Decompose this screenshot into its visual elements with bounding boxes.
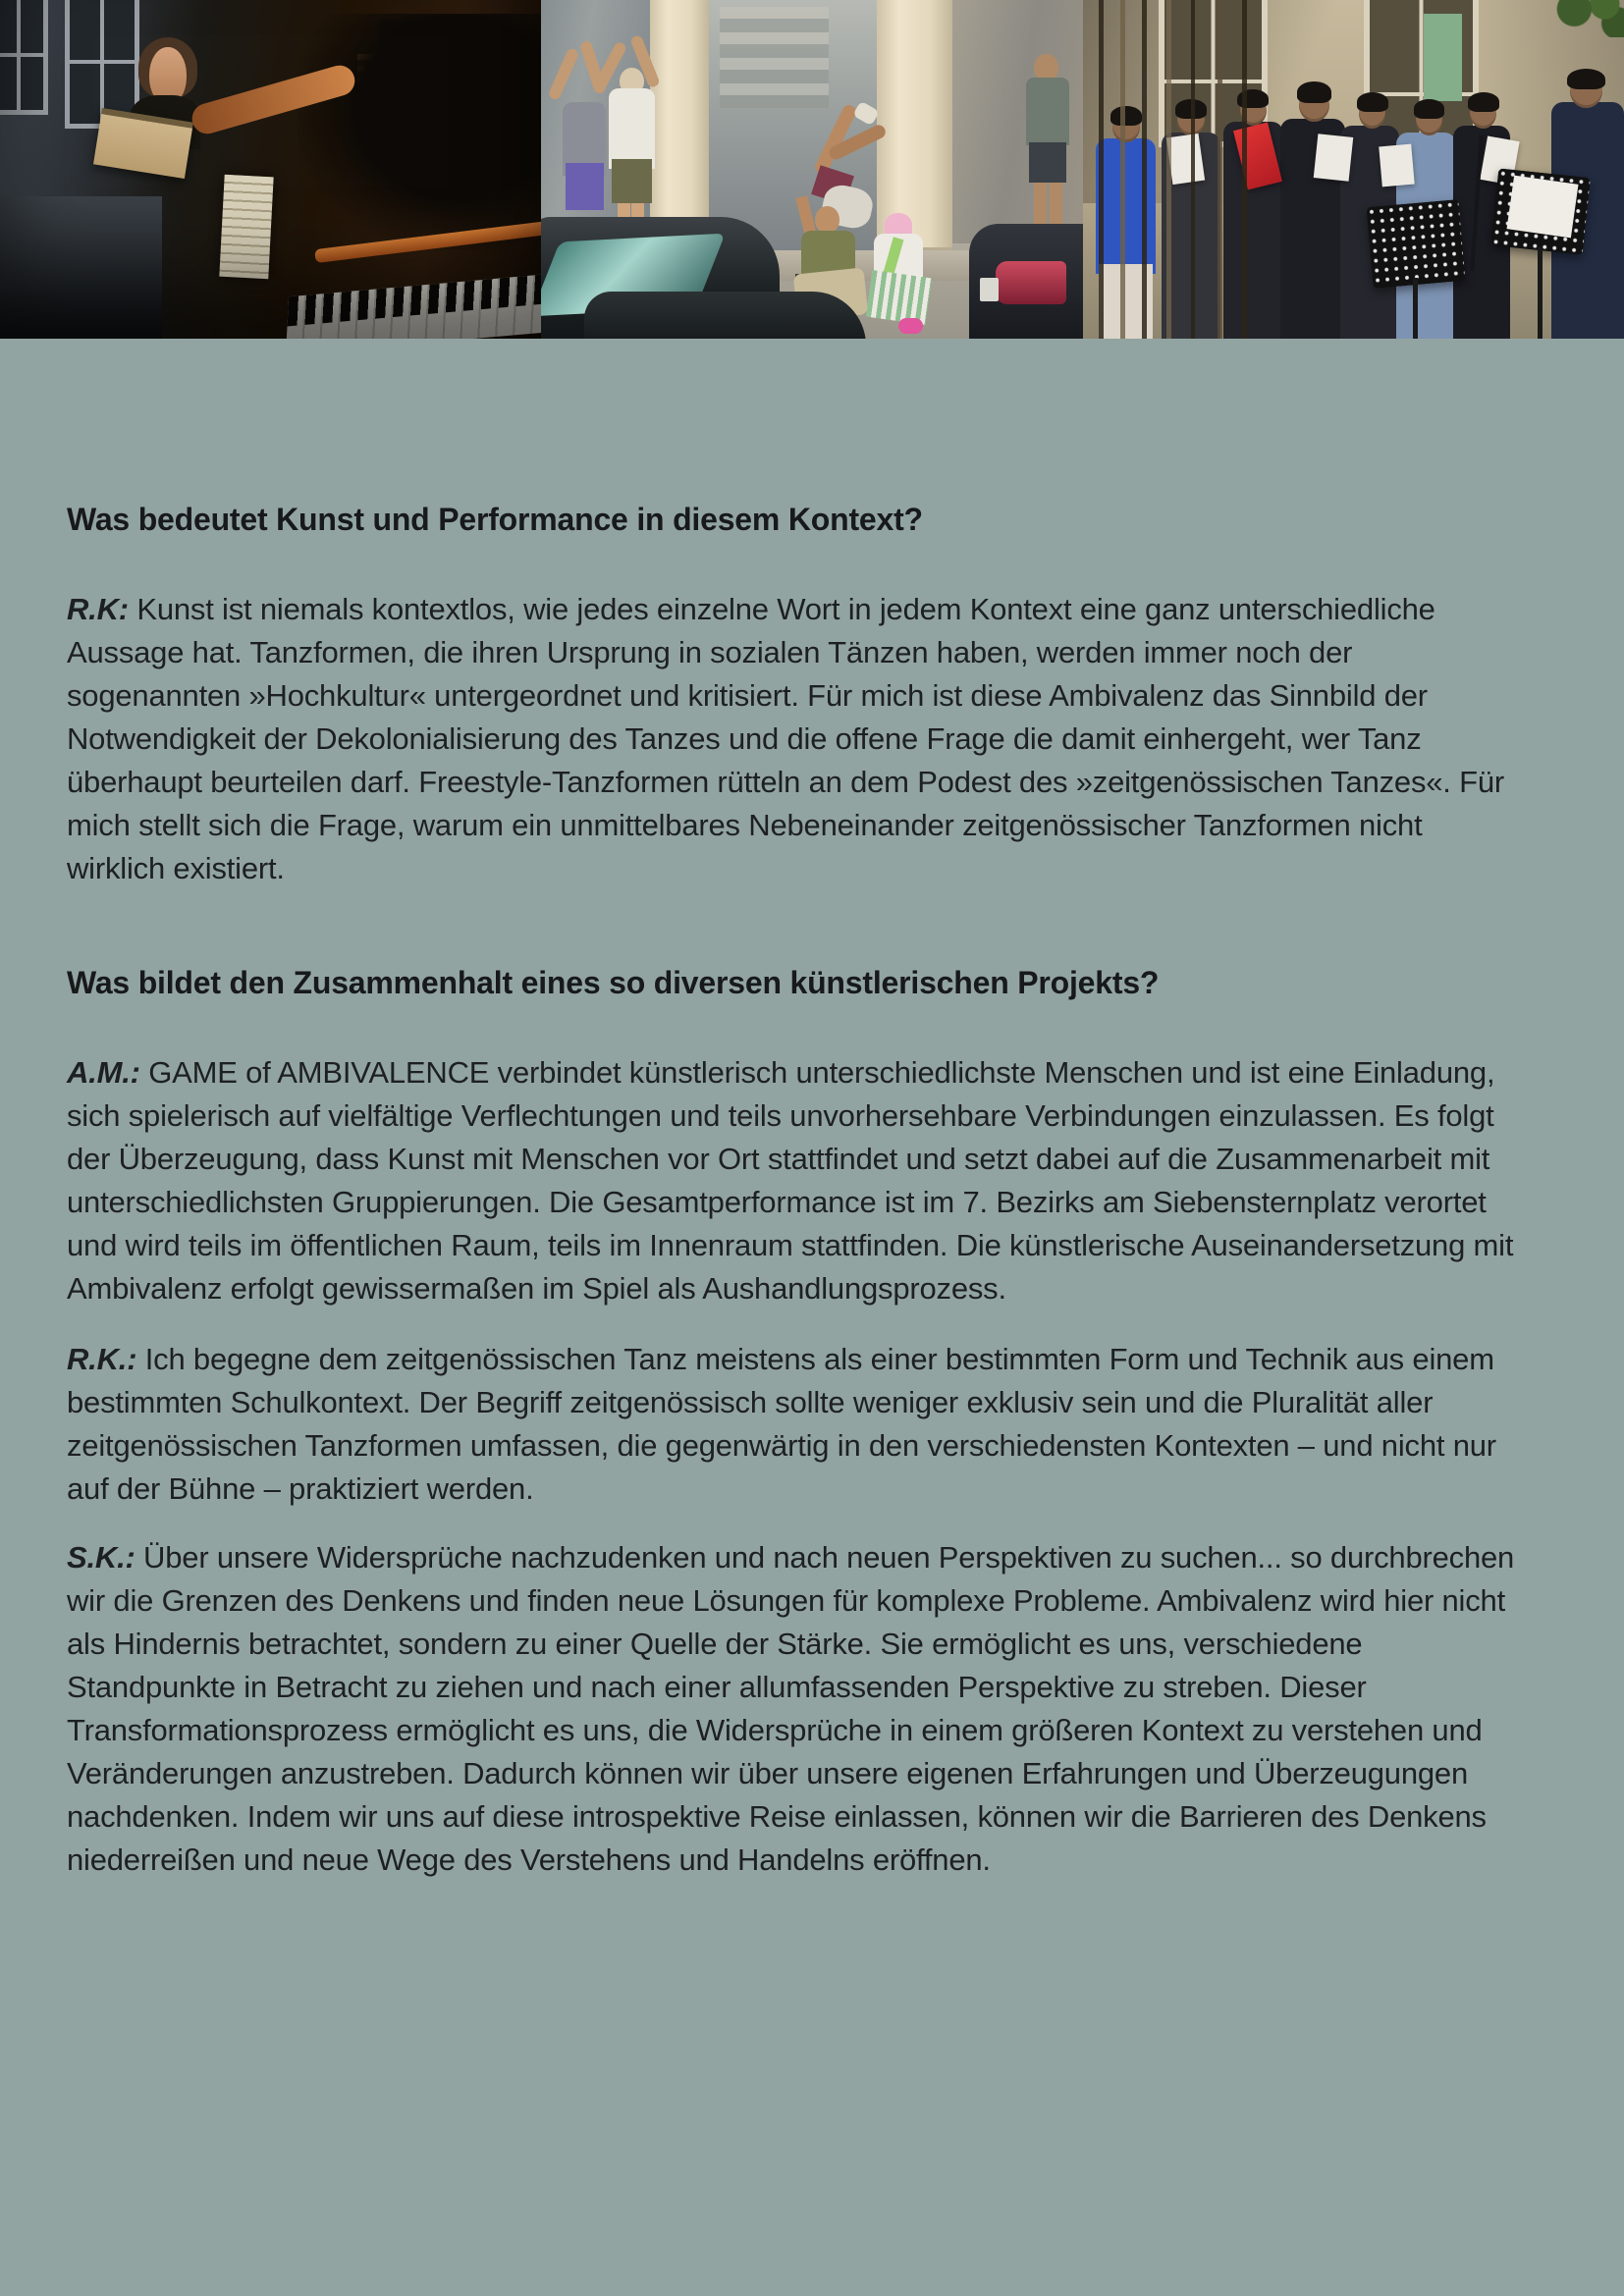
interview-answer xyxy=(67,1051,1520,1310)
speaker-label: R.K.: xyxy=(67,1342,137,1376)
singer-head xyxy=(1299,88,1328,123)
seated-man-head xyxy=(815,206,839,234)
dancer-shorts xyxy=(612,159,652,203)
interview-question: Was bildet den Zusammenhalt eines so diversen künstlerischen Projekts? xyxy=(67,965,1160,1000)
dancer-white-shirt xyxy=(609,88,655,170)
glass-reflection xyxy=(720,7,828,109)
song-sheet xyxy=(1313,133,1352,181)
metal-rod xyxy=(1099,0,1103,339)
photo-evening-choir xyxy=(1083,0,1624,339)
green-poster xyxy=(1424,14,1462,102)
interview-answer xyxy=(67,1536,1520,1882)
photo-street-dancers xyxy=(541,0,1082,339)
dancer-shorts xyxy=(566,163,604,210)
metal-rod xyxy=(1166,0,1170,339)
photo-strip xyxy=(0,0,1624,339)
singer-head xyxy=(1112,112,1140,142)
interview-answer xyxy=(67,1338,1520,1511)
song-sheet xyxy=(1379,144,1415,187)
tree-leaves xyxy=(1548,0,1624,37)
music-stand-pole xyxy=(1538,247,1543,339)
interview-question: Was bedeutet Kunst und Performance in diesem Kontext? xyxy=(67,502,923,537)
metal-rod xyxy=(1191,0,1195,339)
standing-man-tank-top xyxy=(1026,78,1069,145)
speaker-label: S.K.: xyxy=(67,1540,135,1575)
car-license-plate xyxy=(980,278,999,301)
metal-rod xyxy=(1242,0,1246,339)
answer-text: Über unsere Widersprüche nachzudenken und nach neuen Perspektiven zu suchen... so durchbrechen wir die Grenzen des Denkens und finden neue Lösungen für komplexe Probleme. Ambivalenz wird hier nicht als Hindernis betrachtet, sondern zu einer Quelle der Stärke. Sie ermöglicht es uns, verschiedene Standpunkte in Betracht zu ziehen und nach einer allumfassenden Perspektive zu streben. Dieser Transformationsprozess ermöglicht es uns, die Widersprüche in einem größeren Kontext zu verstehen und Veränderungen anzustreben. Dadurch können wir über unsere eigenen Erfahrungen und Überzeugungen nachdenken. Indem wir uns auf diese introspektive Reise einlassen, können wir die Barrieren des Denkens niederreißen und neue Wege des Verstehens und Handelns eröffnen. xyxy=(67,1540,1515,1877)
singer-head xyxy=(1416,105,1443,135)
answer-text: Ich begegne dem zeitgenössischen Tanz meistens als einer bestimmten Form und Technik aus einem bestimmten Schulkontext. Der Begriff zeitgenössisch sollte weniger exklusiv sein und die Pluralität aller zeitgenössischen Tanzformen umfassen, die gegenwärtig in den verschiedensten Kontexten – und nicht nur auf der Bühne – praktiziert werden. xyxy=(67,1342,1496,1506)
car-tail-light xyxy=(996,261,1066,305)
music-stand-pole xyxy=(1413,278,1419,339)
music-stand xyxy=(1366,199,1465,289)
speaker-label: A.M.: xyxy=(67,1055,140,1090)
song-sheet xyxy=(1166,133,1205,185)
metal-rod xyxy=(1218,0,1221,339)
parked-car-second xyxy=(584,292,866,339)
interview-content xyxy=(67,339,1520,1882)
answer-text: Kunst ist niemals kontextlos, wie jedes einzelne Wort in jedem Kontext eine ganz unterschiedliche Aussage hat. Tanzformen, die ihren Ursprung in sozialen Tänzen haben, werden immer noch der sogenannten »Hochkultur« untergeordnet und kritisiert. Für mich ist diese Ambivalenz das Sinnbild der Notwendigkeit der Dekolonialisierung des Tanzes und die offene Frage die damit einhergeht, wer Tanz überhaupt beurteilen darf. Freestyle-Tanzformen rütteln an dem Podest des »zeitgenössischen Tanzes«. Für mich stellt sich die Frage, warum ein unmittelbares Nebeneinander zeitgenössischer Tanzformen nicht wirklich existiert. xyxy=(67,592,1505,885)
speaker-label: R.K: xyxy=(67,592,129,626)
interview-answer xyxy=(67,588,1520,890)
photo-vignette xyxy=(0,0,541,339)
photo-rehearsal-pianist xyxy=(0,0,541,339)
standing-man-shorts xyxy=(1029,142,1067,183)
conductor-head xyxy=(1570,75,1602,109)
metal-rod xyxy=(1142,0,1146,339)
music-stand-sheet xyxy=(1507,176,1579,239)
seated-woman-pink-shoe xyxy=(898,318,923,334)
answer-text: GAME of AMBIVALENCE verbindet künstlerisch unterschiedlichste Menschen und ist eine Einladung, sich spielerisch auf vielfältige Verflechtungen und teils unvorhersehbare Verbindungen einzulassen. Es folgt der Überzeugung, dass Kunst mit Menschen vor Ort stattfindet und setzt dabei auf die Zusammenarbeit mit unterschiedlichsten Gruppierungen. Die Gesamtperformance ist im 7. Bezirks am Siebensternplatz verortet und wird teils im öffentlichen Raum, teils im Innenraum stattfinden. Die künstlerische Auseinandersetzung mit Ambivalenz erfolgt gewissermaßen im Spiel als Aushandlungsprozess. xyxy=(67,1055,1514,1306)
metal-rod xyxy=(1120,0,1124,339)
seated-woman-striped-pants xyxy=(866,270,932,325)
singer-blue-jacket xyxy=(1096,138,1156,274)
